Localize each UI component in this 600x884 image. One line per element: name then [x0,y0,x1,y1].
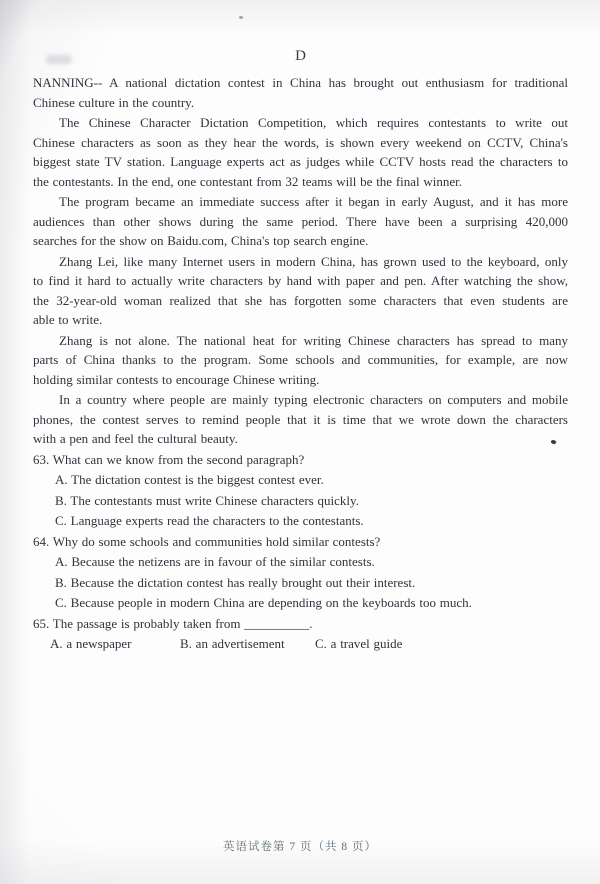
option: B. The contestants must write Chinese characters quickly. [55,492,359,508]
option: C. Because people in modern China are depending on the keyboards too much. [55,595,472,610]
option: A. The dictation contest is the biggest contest ever. [55,472,324,487]
option: C. a travel guide [315,636,403,651]
passage-line: In a country where people are mainly typing electronic characters on computers and mobile [59,392,568,407]
passage-paragraph [33,252,568,330]
questions [33,450,568,655]
passage-line: NANNING-- A national dictation contest in China has brought out enthusiasm for traditional [33,75,568,90]
option: B. an advertisement [180,636,285,651]
option: C. Language experts read the characters to the contestants. [55,513,364,528]
option-row [33,634,568,655]
passage-line: holding similar contests to encourage Chinese writing. [33,371,320,387]
passage-line: parts of China thanks to the program. Some schools and communities, for example, are now [33,352,568,367]
section-letter: D [295,48,306,64]
option: A. a newspaper [50,636,132,651]
passage-paragraph [33,331,568,390]
passage-line: with a pen and feel the cultural beauty. [33,431,238,446]
passage-line: Chinese characters as soon as they hear the words, is shown every weekend on CCTV, China's [33,134,568,150]
passage-line: to find it hard to actually write characters by hand with paper and pen. After watching the show, [33,273,568,288]
option: B. Because the dictation contest has really brought out their interest. [55,574,416,590]
passage [33,73,568,449]
passage-line: The program became an immediate success after it began in early August, and it has more [59,194,568,209]
passage-line: Zhang is not alone. The national heat for writing Chinese characters has spread to many [59,332,568,348]
passage-line: audiences than other shows during the same period. There have been a surprising 420,000 [33,213,568,229]
passage-line: Zhang Lei, like many Internet users in modern China, has grown used to the keyboard, only [59,253,568,269]
option: A. Because the netizens are in favour of the similar contests. [55,554,375,569]
passage-paragraph [33,113,568,191]
question-block [33,532,568,614]
question-block [33,614,568,655]
passage-paragraph [33,73,568,112]
passage-line: phones, the contest serves to remind people that it is time that we wrote down the characters [33,411,568,427]
passage-line: The Chinese Character Dictation Competition, which requires contestants to write out [59,115,568,130]
scan-speck [239,16,243,19]
passage-line: the contestants. In the end, one contestant from 32 teams will be the final winner. [33,173,463,189]
passage-line: able to write. [33,312,103,327]
passage-paragraph [33,192,568,251]
page-content [33,46,568,655]
passage-line: Chinese culture in the country. [33,94,195,110]
question-text: 64. Why do some schools and communities hold similar contests? [33,533,381,549]
passage-line: searches for the show on Baidu.com, China's top search engine. [33,233,369,248]
question-text: 65. The passage is probably taken from __________. [33,615,313,631]
passage-line: the 32-year-old woman realized that she has forgotten some characters that even students are [33,292,568,308]
question-text: 63. What can we know from the second paragraph? [33,451,305,467]
passage-line: biggest state TV station. Language experts act as judges while CCTV hosts read the characters to [33,154,568,169]
passage-paragraph [33,390,568,449]
question-block [33,450,568,532]
page-footer: 英语试卷第 7 页（共 8 页） [223,841,377,853]
